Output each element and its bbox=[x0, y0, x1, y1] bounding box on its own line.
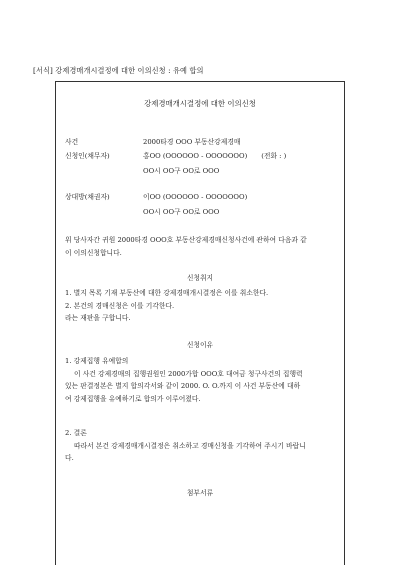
respondent-row bbox=[65, 194, 247, 201]
document-title: 강제경매개시결정에 대한 이의신청 bbox=[144, 99, 256, 108]
purpose-heading: 신청취지 bbox=[186, 274, 214, 282]
purpose-section bbox=[65, 287, 339, 325]
form-caption: [서식] 강제경매개시결정에 대한 이의신청 : 유예 합의 bbox=[33, 66, 204, 75]
applicant-phone: (전화 : ) bbox=[261, 152, 287, 160]
reasons-item1 bbox=[65, 355, 339, 405]
case-row bbox=[65, 139, 240, 146]
intro-line: 이 이의신청합니다. bbox=[65, 248, 122, 257]
attachments-heading: 첨부서류 bbox=[186, 489, 214, 497]
reason-line: 여 강제집행을 유예하기로 합의가 이루어졌다. bbox=[65, 394, 201, 403]
respondent-value: 이OO (OOOOOO - OOOOOOO) bbox=[143, 193, 248, 201]
applicant-row bbox=[65, 153, 286, 160]
reason-line: 이 사건 강제경매의 집행권원인 2000가합 OOO호 대여금 청구사건의 집행력 bbox=[74, 369, 303, 378]
reason-line: 있는 판결정본은 별지 합의각서와 같이 2000. O. O.까지 이 사건 부동산에 대하 bbox=[65, 382, 301, 390]
reason-item-title: 1. 강제집행 유예합의 bbox=[65, 357, 129, 365]
reason-item-title: 2. 결론 bbox=[65, 429, 87, 437]
case-value: 2000타경 OOO 부동산강제경매 bbox=[143, 138, 241, 146]
reasons-heading: 신청이유 bbox=[186, 341, 214, 349]
case-label: 사건 bbox=[65, 138, 79, 146]
intro-paragraph bbox=[65, 234, 339, 259]
purpose-line: 1. 별지 목록 기재 부동산에 대한 강제경매개시결정은 이를 취소한다. bbox=[65, 289, 269, 297]
applicant-value: 홍OO (OOOOOO - OOOOOOO) bbox=[143, 152, 248, 160]
reasons-item2 bbox=[65, 427, 339, 465]
reason-line: 따라서 본건 강제경매개시결정은 취소하고 경매신청을 기각하여 주시기 바랍니 bbox=[74, 441, 306, 450]
purpose-line: 2. 본건의 경매신청은 이를 기각한다. bbox=[65, 301, 175, 310]
respondent-label: 상대방(채권자) bbox=[65, 193, 110, 201]
applicant-label: 신청인(채무자) bbox=[65, 152, 110, 160]
applicant-address: OO시 OO구 OO로 OOO bbox=[143, 167, 220, 175]
document-frame bbox=[55, 81, 345, 565]
purpose-line: 라는 재판을 구합니다. bbox=[65, 314, 131, 322]
respondent-address: OO시 OO구 OO로 OOO bbox=[143, 208, 220, 216]
reason-line: 다. bbox=[65, 454, 74, 462]
intro-line: 위 당사자간 귀원 2000타경 OOO호 부동산강제경매신청사건에 관하여 다음과 같 bbox=[65, 236, 307, 244]
